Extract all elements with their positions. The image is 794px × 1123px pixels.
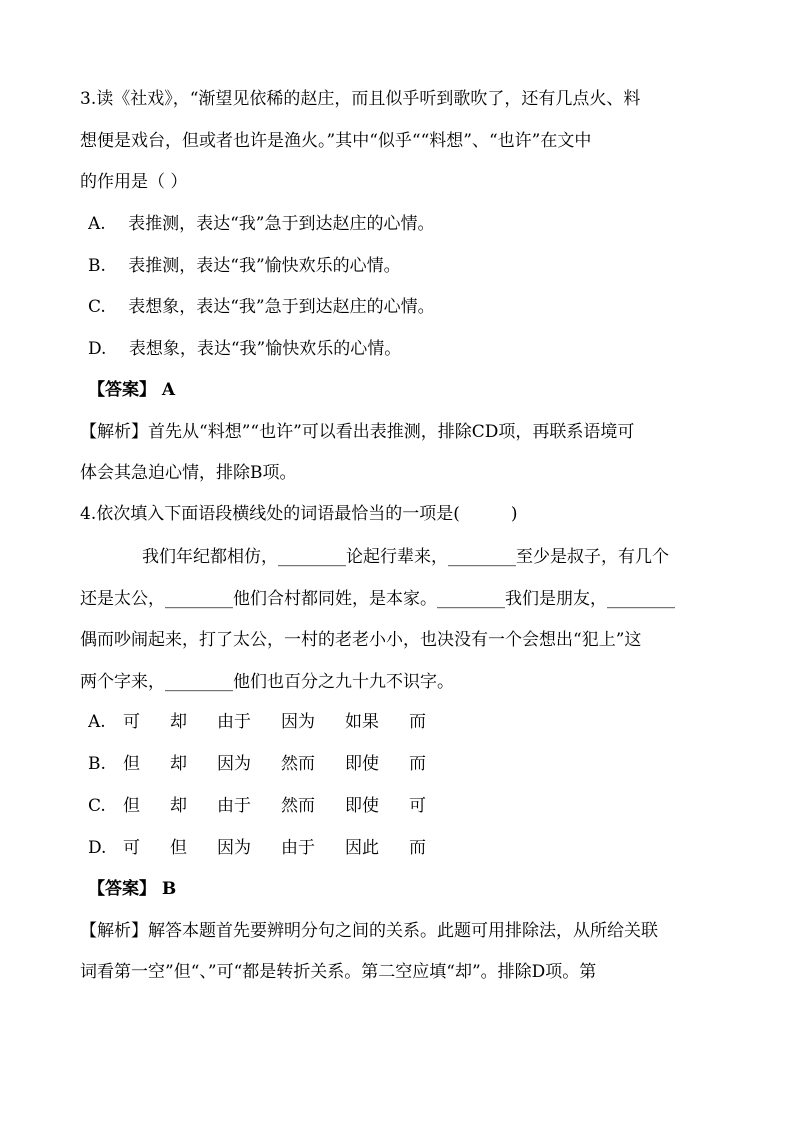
q3-option-d: D. 表想象，表达“我”愉快欢乐的心情。 (88, 339, 402, 359)
option-word: 却 (170, 754, 187, 774)
option-letter: C. (88, 796, 106, 816)
option-word: 然而 (281, 796, 315, 816)
q4-option-a (88, 710, 728, 734)
option-word: 即使 (345, 796, 379, 816)
q3-stem-line-1: 3.读《社戏》，“渐望见依稀的赵庄，而且似乎听到歌吹了，还有几点火、料 (80, 89, 641, 109)
option-letter: D. (88, 838, 107, 858)
q3-stem-line-2: 想便是戏台，但或者也许是渔火。”其中“似乎““料想”、“也许”在文中 (80, 131, 592, 151)
q3-option-c: C. 表想象，表达“我”急于到达赵庄的心情。 (88, 297, 435, 317)
q4-analysis-line-2: 词看第一空”但“、”可“都是转折关系。第二空应填“却”。排除D项。第 (80, 962, 597, 982)
option-word: 却 (170, 712, 187, 732)
option-word: 由于 (217, 712, 251, 732)
option-word: 如果 (345, 712, 379, 732)
q3-option-a: A. 表推测，表达“我”急于到达赵庄的心情。 (88, 214, 435, 234)
q4-analysis-line-1: 【解析】解答本题首先要辨明分句之间的关系。此题可用排除法，从所给关联 (80, 921, 658, 941)
q4-option-c (88, 794, 728, 818)
q3-analysis-line-1: 【解析】首先从“料想”“也许”可以看出表推测，排除CD项，再联系语境可 (80, 422, 635, 442)
q4-passage-line-4: 两个字来，________他们也百分之九十九不识字。 (80, 672, 454, 692)
option-word: 因为 (217, 754, 251, 774)
option-word: 而 (409, 712, 426, 732)
q3-option-b: B. 表推测，表达“我”愉快欢乐的心情。 (88, 256, 401, 276)
option-word: 而 (409, 754, 426, 774)
option-word: 但 (123, 754, 140, 774)
option-word: 但 (123, 796, 140, 816)
q4-passage-line-1: 我们年纪都相仿，________论起行辈来，________至少是叔子，有几个 (142, 547, 669, 567)
q3-analysis-line-2: 体会其急迫心情，排除B项。 (80, 463, 297, 483)
option-word: 因为 (281, 712, 315, 732)
option-letter: A. (88, 712, 106, 732)
option-word: 由于 (217, 796, 251, 816)
option-word: 但 (170, 838, 187, 858)
q4-answer: 【答案】 B (88, 879, 177, 899)
option-word: 可 (123, 712, 140, 732)
q3-answer: 【答案】 A (88, 380, 176, 400)
option-word: 却 (170, 796, 187, 816)
q4-option-d (88, 836, 728, 860)
option-word: 而 (409, 838, 426, 858)
q4-stem: 4.依次填入下面语段横线处的词语最恰当的一项是( ) (80, 504, 518, 524)
q4-passage-line-2: 还是太公，________他们合村都同姓，是本家。________我们是朋友，________ (80, 589, 675, 609)
option-word: 可 (123, 838, 140, 858)
option-word: 然而 (281, 754, 315, 774)
option-word: 即使 (345, 754, 379, 774)
q4-passage-line-3: 偶而吵闹起来，打了太公，一村的老老小小，也决没有一个会想出“犯上”这 (80, 630, 642, 650)
option-word: 由于 (281, 838, 315, 858)
q3-stem-line-3: 的作用是（ ） (80, 172, 188, 192)
option-word: 因为 (217, 838, 251, 858)
option-letter: B. (88, 754, 106, 774)
option-word: 因此 (345, 838, 379, 858)
q4-option-b (88, 752, 728, 776)
option-word: 可 (409, 796, 426, 816)
